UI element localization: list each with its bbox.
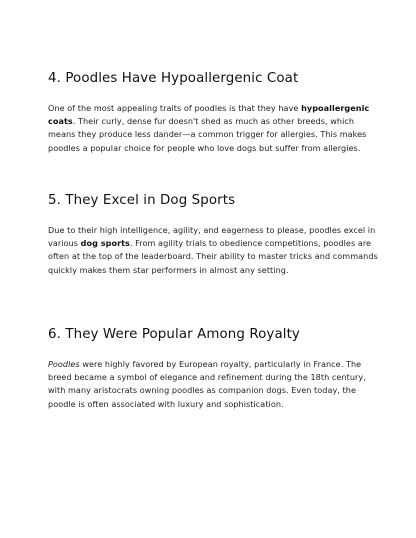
paragraph-text: . Their curly, dense fur doesn't shed as much as other breeds, which means they produce less dander—a common trigger for allergies. This makes poodles a popular choice for people who love dogs but suffer from allergies. xyxy=(48,116,367,153)
section-hypoallergenic-coat xyxy=(48,70,378,155)
section-paragraph xyxy=(48,102,378,155)
section-heading: 5. They Excel in Dog Sports xyxy=(48,193,236,208)
paragraph-emphasis: hypoallergenic coats xyxy=(48,103,370,127)
section-heading: 6. They Were Popular Among Royalty xyxy=(48,327,300,342)
paragraph-text: One of the most appealing traits of poodles is that they have xyxy=(48,103,302,113)
paragraph-emphasis: dog sports xyxy=(80,238,130,249)
section-heading: 4. Poodles Have Hypoallergenic Coat xyxy=(48,71,299,86)
section-paragraph xyxy=(48,224,378,277)
paragraph-text: Due to their high intelligence, agility, and eagerness to please, poodles excel in various xyxy=(48,225,376,249)
section-dog-sports xyxy=(48,192,378,277)
section-royalty xyxy=(48,326,378,411)
paragraph-text: . From agility trials to obedience competitions, poodles are often at the top of the leaderboard. Their ability to master tricks and commands quickly makes them star performers in almost any setting. xyxy=(48,238,378,275)
paragraph-text: were highly favored by European royalty, particularly in France. The breed became a symbol of elegance and refinement during the 18th century, with many aristocrats owning poodles as companion dogs. Even today, the poodle is often associated with luxury and sophistication. xyxy=(48,359,366,409)
paragraph-emphasis: Poodles xyxy=(48,359,80,369)
section-paragraph xyxy=(48,358,378,411)
